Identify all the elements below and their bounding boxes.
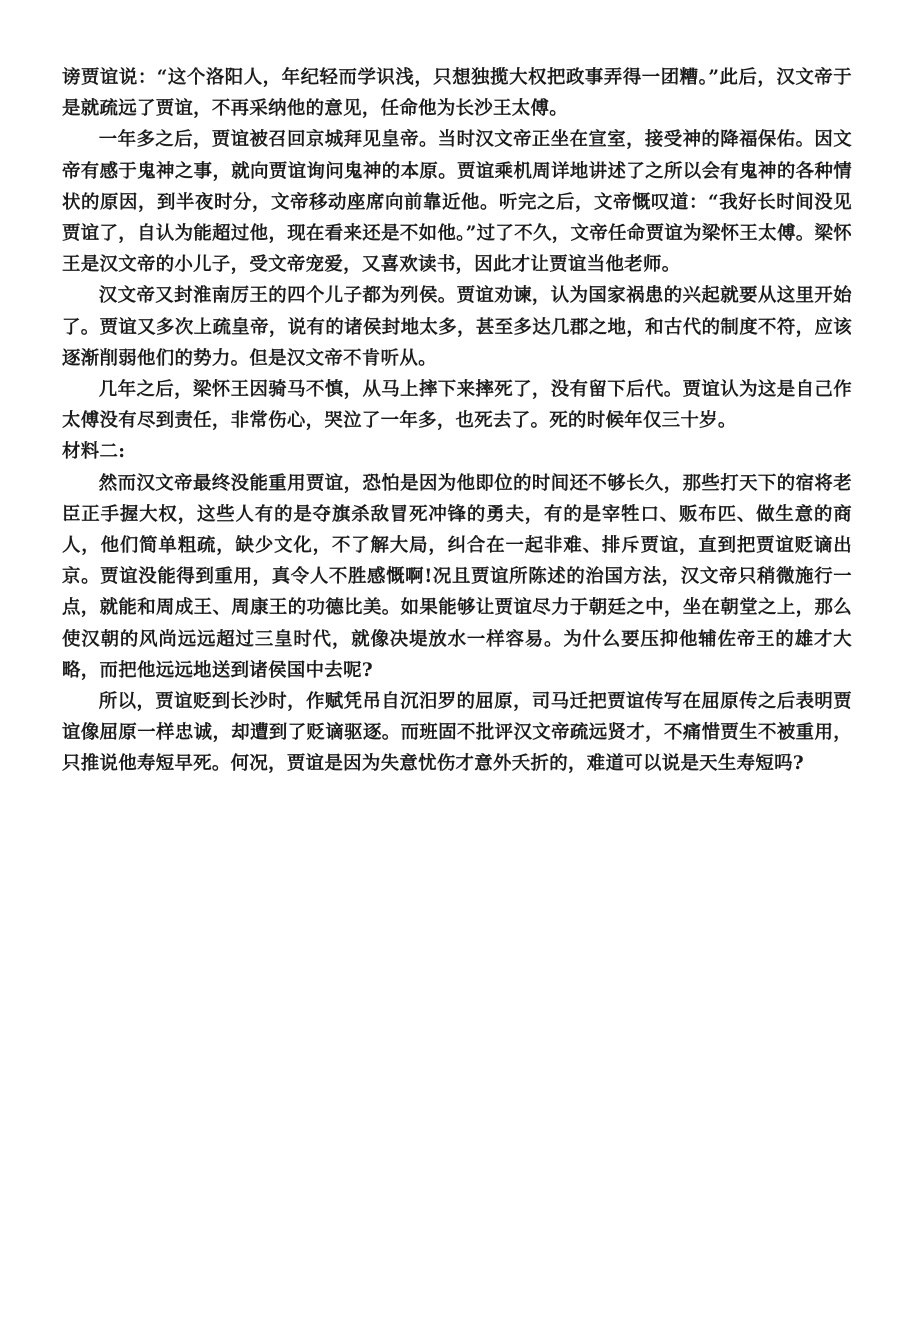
paragraph-1: 谤贾谊说：“这个洛阳人，年纪轻而学识浅，只想独揽大权把政事弄得一团糟。”此后，汉文帝于是就疏远了贾谊，不再采纳他的意见，任命他为长沙王太傅。 bbox=[62, 67, 852, 120]
paragraph-2: 一年多之后，贾谊被召回京城拜见皇帝。当时汉文帝正坐在宣室，接受神的降福保佑。因文帝有感于鬼神之事，就向贾谊询问鬼神的本原。贾谊乘机周详地讲述了之所以会有鬼神的各种情状的原因，到半夜时分，文帝移动座席向前靠近他。听完之后，文帝慨叹道：“我好长时间没见贾谊了，自认为能超过他，现在看来还是不如他。”过了不久，文帝任命贾谊为梁怀王太傅。梁怀王是汉文帝的小儿子，受文帝宠爱，又喜欢读书，因此才让贾谊当他老师。 bbox=[62, 129, 852, 276]
paragraph-3: 汉文帝又封淮南厉王的四个儿子都为列侯。贾谊劝谏，认为国家祸患的兴起就要从这里开始了。贾谊又多次上疏皇帝，说有的诸侯封地太多，甚至多达几郡之地，和古代的制度不符，应该逐渐削弱他们的势力。但是汉文帝不肯听从。 bbox=[62, 285, 852, 369]
section-heading: 材料二: bbox=[62, 441, 126, 463]
document-page bbox=[62, 62, 852, 780]
paragraph-6: 所以，贾谊贬到长沙时，作赋凭吊自沉汨罗的屈原，司马迁把贾谊传写在屈原传之后表明贾谊像屈原一样忠诚，却遭到了贬谪驱逐。而班固不批评汉文帝疏远贤才，不痛惜贾生不被重用，只推说他寿短早死。何况，贾谊是因为失意忧伤才意外夭折的，难道可以说是天生寿短吗? bbox=[62, 691, 852, 775]
paragraph-4: 几年之后，梁怀王因骑马不慎，从马上摔下来摔死了，没有留下后代。贾谊认为这是自己作太傅没有尽到责任，非常伤心，哭泣了一年多，也死去了。死的时候年仅三十岁。 bbox=[62, 379, 852, 432]
paragraph-5: 然而汉文帝最终没能重用贾谊，恐怕是因为他即位的时间还不够长久，那些打天下的宿将老臣正手握大权，这些人有的是夺旗杀敌冒死冲锋的勇夫，有的是宰牲口、贩布匹、做生意的商人，他们简单粗疏，缺少文化，不了解大局，纠合在一起非难、排斥贾谊，直到把贾谊贬谪出京。贾谊没能得到重用，真令人不胜感慨啊!况且贾谊所陈述的治国方法，汉文帝只稍微施行一点，就能和周成王、周康王的功德比美。如果能够让贾谊尽力于朝廷之中，坐在朝堂之上，那么使汉朝的风尚远远超过三皇时代，就像决堤放水一样容易。为什么要压抑他辅佐帝王的雄才大略，而把他远远地送到诸侯国中去呢? bbox=[62, 472, 852, 681]
